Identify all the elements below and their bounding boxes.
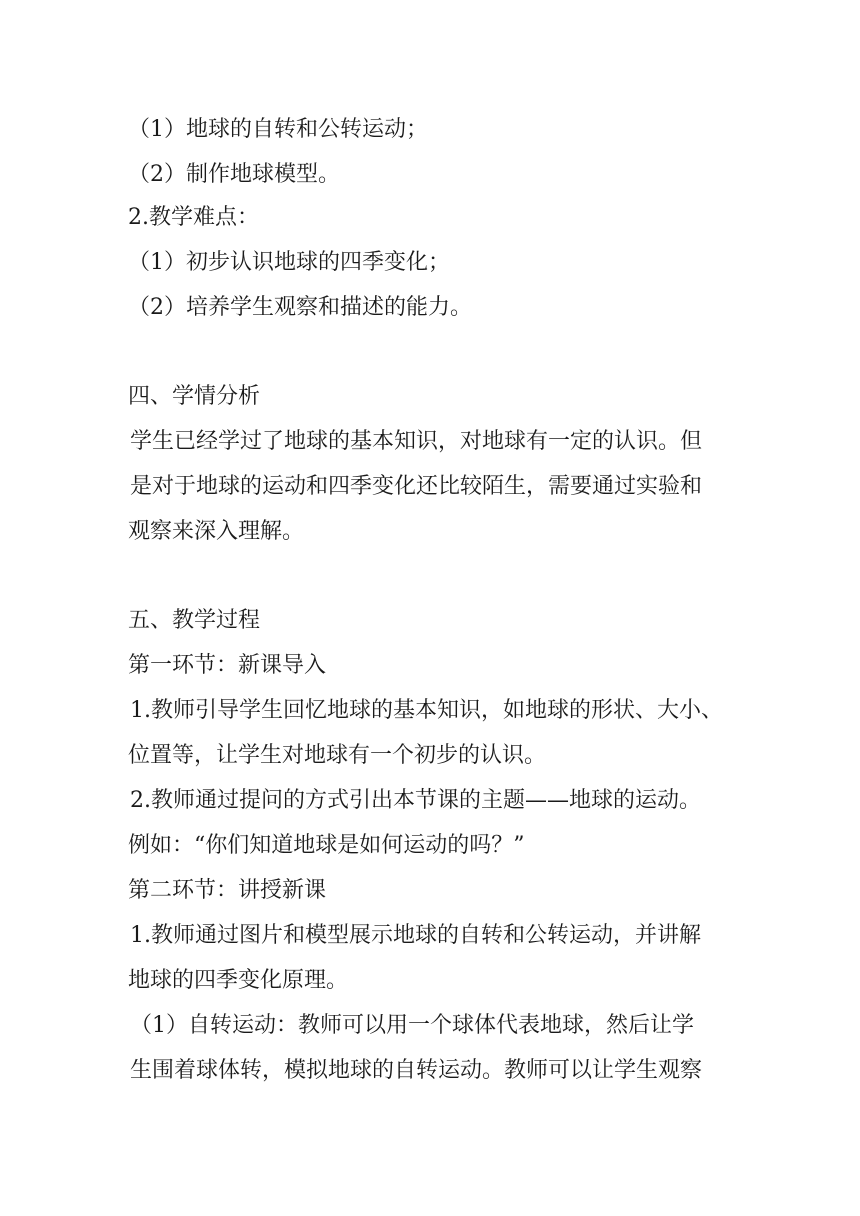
text-line: 观察来深入理解。 — [128, 519, 305, 544]
text-line: 生围着球体转，模拟地球的自转运动。教师可以让学生观察 — [130, 1058, 703, 1083]
text-line: （2）培养学生观察和描述的能力。 — [128, 295, 472, 320]
text-line: 2.教学难点： — [128, 205, 259, 230]
text-line: 例如：“你们知道地球是如何运动的吗？” — [128, 833, 525, 858]
text-line: 学生已经学过了地球的基本知识，对地球有一定的认识。但 — [130, 429, 703, 454]
text-line: 1.教师引导学生回忆地球的基本知识，如地球的形状、大小、 — [130, 698, 723, 723]
text-line: （1）地球的自转和公转运动； — [128, 117, 428, 142]
text-line: 2.教师通过提问的方式引出本节课的主题——地球的运动。 — [130, 788, 701, 813]
subsection-heading: 第一环节：新课导入 — [128, 653, 327, 678]
text-line: （1）初步认识地球的四季变化； — [128, 250, 450, 275]
section-heading: 五、教学过程 — [128, 608, 261, 633]
text-line: 是对于地球的运动和四季变化还比较陌生，需要通过实验和 — [130, 474, 703, 499]
text-line: （1）自转运动：教师可以用一个球体代表地球，然后让学 — [130, 1013, 694, 1038]
section-heading: 四、学情分析 — [128, 384, 261, 409]
subsection-heading: 第二环节：讲授新课 — [128, 878, 327, 903]
text-line: （2）制作地球模型。 — [128, 162, 340, 187]
text-line: 位置等，让学生对地球有一个初步的认识。 — [128, 743, 547, 768]
text-line: 1.教师通过图片和模型展示地球的自转和公转运动，并讲解 — [130, 923, 701, 948]
text-line: 地球的四季变化原理。 — [128, 968, 349, 993]
